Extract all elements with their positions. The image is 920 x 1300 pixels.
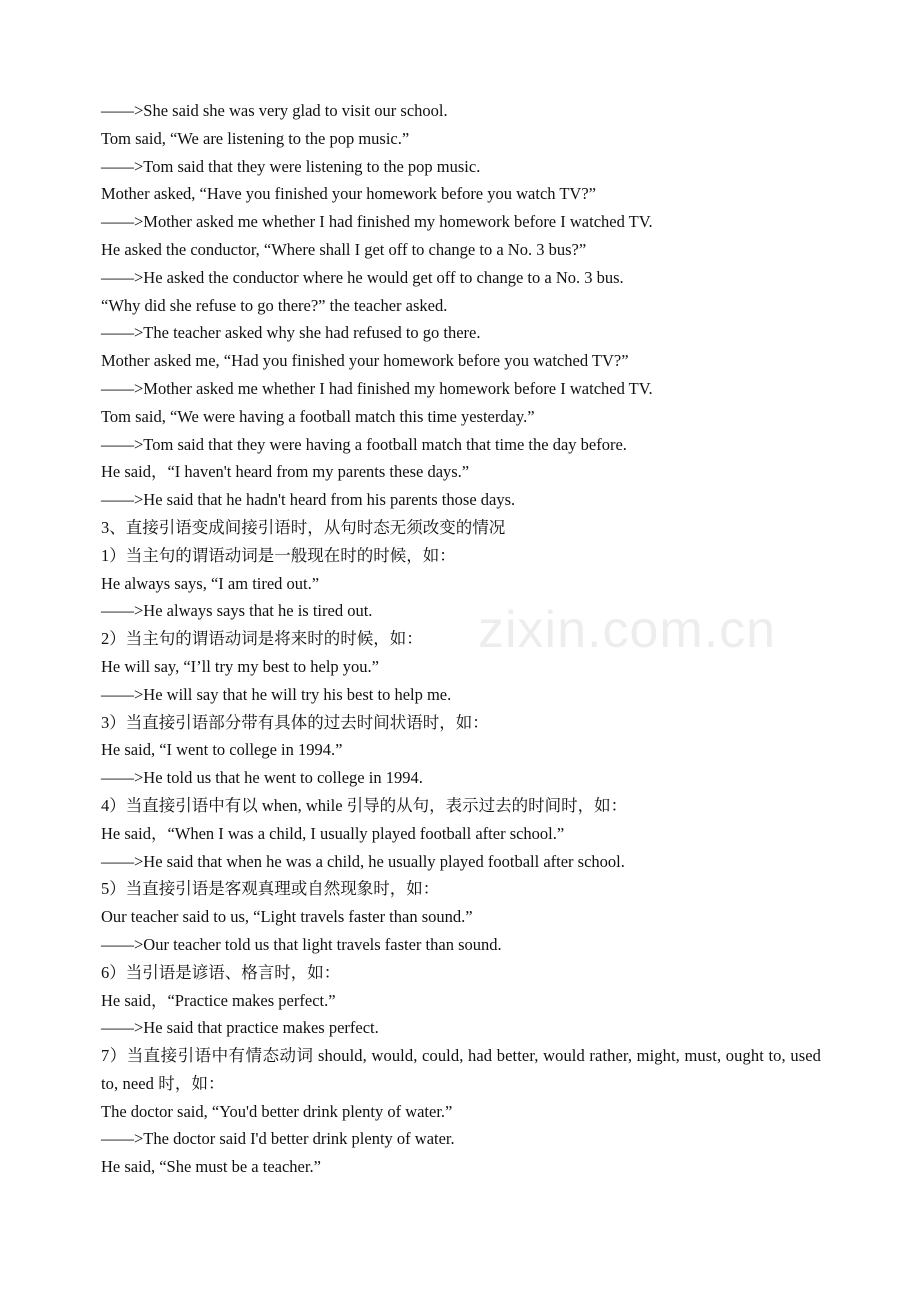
text-line: Tom said, “We are listening to the pop music.” [101,128,410,148]
text-line: ——>She said she was very glad to visit our school. [101,101,448,120]
text-line: Our teacher said to us, “Light travels faster than sound.” [101,907,473,927]
text-line: ——>He said that when he was a child, he usually played football after school. [101,851,625,871]
text-line: Tom said, “We were having a football match this time yesterday.” [101,406,535,426]
text-line: The doctor said, “You'd better drink plenty of water.” [101,1101,453,1121]
rule-heading: 6）当引语是谚语、格言时，如： [101,962,341,982]
rule-heading: 7）当直接引语中有情态动词 should, would, could, had better, would rather, might, must, ought to, used to, need 时，如： [101,1046,821,1093]
text-line: He asked the conductor, “Where shall I get off to change to a No. 3 bus?” [101,239,587,259]
text-line: Mother asked, “Have you finished your homework before you watch TV?” [101,184,596,204]
text-line: ——>Tom said that they were having a football match that time the day before. [101,434,627,454]
text-line: ——>Tom said that they were listening to the pop music. [101,156,481,176]
text-line: ——>Mother asked me whether I had finished my homework before I watched TV. [101,378,653,398]
text-line: ——>He told us that he went to college in 1994. [101,768,423,788]
rule-heading: 5）当直接引语是客观真理或自然现象时，如： [101,879,440,899]
text-line: ——>Our teacher told us that light travels faster than sound. [101,934,502,954]
rule-heading: 3）当直接引语部分带有具体的过去时间状语时，如： [101,712,489,732]
text-line: He said, “She must be a teacher.” [101,1157,321,1177]
text-line: ——>He always says that he is tired out. [101,601,373,621]
text-line: ——>The teacher asked why she had refused to go there. [101,323,481,343]
rule-heading: 2）当主句的谓语动词是将来时的时候，如： [101,629,423,649]
text-line: ——>The doctor said I'd better drink plenty of water. [101,1129,455,1149]
watermark: zixin.com.cn [478,601,777,659]
text-line: He will say, “I’ll try my best to help you.” [101,656,379,676]
text-line: He said，“Practice makes perfect.” [101,990,336,1010]
text-line: ——>He asked the conductor where he would get off to change to a No. 3 bus. [101,267,624,287]
rule-heading: 1）当主句的谓语动词是一般现在时的时候，如： [101,545,456,565]
text-line: He always says, “I am tired out.” [101,573,320,593]
text-line: ——>He will say that he will try his best to help me. [101,684,452,704]
rule-heading: 4）当直接引语中有以 when, while 引导的从句，表示过去的时间时，如： [101,795,628,815]
document-body [101,97,821,1181]
text-line: ——>Mother asked me whether I had finished my homework before I watched TV. [101,212,653,232]
text-line: “Why did she refuse to go there?” the teacher asked. [101,295,448,315]
section-heading: 3、直接引语变成间接引语时，从句时态无须改变的情况 [101,517,506,537]
text-line: He said，“I haven't heard from my parents these days.” [101,462,470,482]
text-line: ——>He said that practice makes perfect. [101,1018,379,1038]
text-line: He said，“When I was a child, I usually played football after school.” [101,823,565,843]
text-line: Mother asked me, “Had you finished your homework before you watched TV?” [101,351,629,371]
text-line: ——>He said that he hadn't heard from his parents those days. [101,490,516,510]
text-line: He said, “I went to college in 1994.” [101,740,343,760]
